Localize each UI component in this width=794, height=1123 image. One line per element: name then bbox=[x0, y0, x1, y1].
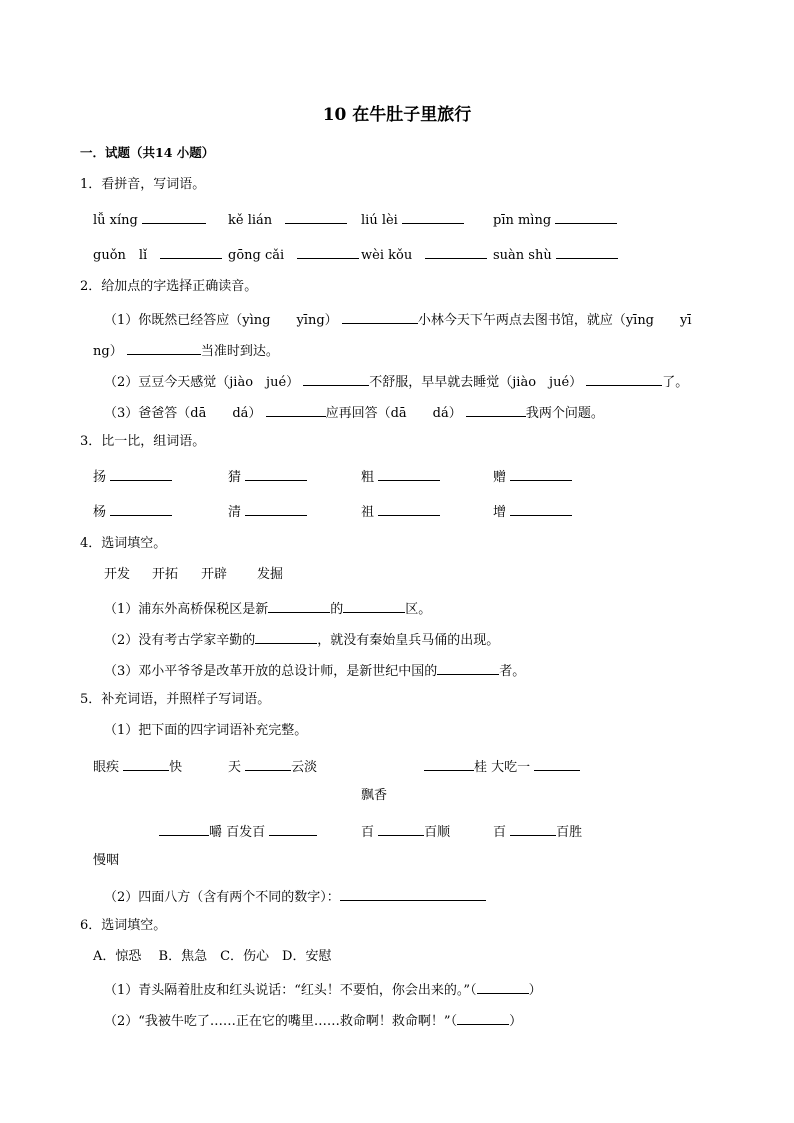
question-2-stem: 2．给加点的字选择正确读音。 bbox=[80, 279, 258, 294]
page-title: 10 在牛肚子里旅行 bbox=[322, 105, 472, 125]
question-5-stem: 5．补充词语，并照样子写词语。 bbox=[80, 692, 271, 707]
text: 者。 bbox=[499, 664, 526, 679]
question-2-line-2 bbox=[104, 371, 688, 392]
char-text: 赠 bbox=[493, 470, 507, 485]
text: 百 bbox=[493, 825, 507, 840]
question-5-part-1: （1）把下面的四字词语补充完整。 bbox=[104, 723, 308, 738]
pinyin-text: guǒn lǐ bbox=[93, 248, 148, 263]
answer-blank[interactable] bbox=[245, 501, 307, 516]
text: 眼疾 bbox=[93, 760, 120, 775]
answer-blank[interactable] bbox=[245, 466, 307, 481]
text: （1）青头隔着肚皮和红头说话：“红头！不要怕，你会出来的。”（ bbox=[104, 983, 477, 998]
pinyin-text: kě lián bbox=[228, 213, 273, 228]
choice-options: A．惊恐 B．焦急 C．伤心 D．安慰 bbox=[93, 949, 332, 964]
char-text: 增 bbox=[493, 505, 507, 520]
text: 了。 bbox=[662, 375, 689, 390]
idiom-item bbox=[228, 756, 317, 777]
text: （3）爸爸答（dā dá） bbox=[104, 406, 262, 421]
pinyin-item bbox=[93, 244, 222, 265]
question-4-line-1 bbox=[104, 598, 431, 619]
answer-blank[interactable] bbox=[378, 821, 424, 836]
question-2-line-3 bbox=[104, 402, 604, 423]
answer-blank[interactable] bbox=[160, 244, 222, 259]
answer-blank[interactable] bbox=[123, 756, 169, 771]
char-text: 杨 bbox=[93, 505, 107, 520]
idiom-item bbox=[424, 756, 580, 777]
text: （2）“我被牛吃了……正在它的嘴里……救命啊！救命啊！”（ bbox=[104, 1014, 458, 1029]
answer-blank[interactable] bbox=[343, 598, 405, 613]
text: （1）你既然已经答应（yìng yīng） bbox=[104, 313, 338, 328]
answer-blank[interactable] bbox=[303, 371, 369, 386]
answer-blank[interactable] bbox=[424, 756, 474, 771]
text: （2）四面八方（含有两个不同的数字）： bbox=[104, 890, 340, 905]
pinyin-item bbox=[228, 244, 359, 265]
word-option: 发掘 bbox=[257, 567, 284, 582]
text: （2）没有考古学家辛勤的 bbox=[104, 633, 256, 648]
answer-blank[interactable] bbox=[510, 466, 572, 481]
text: 百顺 bbox=[424, 825, 451, 840]
answer-blank[interactable] bbox=[285, 209, 347, 224]
pinyin-text: liú lèi bbox=[361, 213, 398, 228]
answer-blank[interactable] bbox=[110, 466, 172, 481]
char-text: 粗 bbox=[361, 470, 375, 485]
text: ） bbox=[528, 983, 542, 998]
text: 百 bbox=[361, 825, 375, 840]
text: 百胜 bbox=[556, 825, 583, 840]
word-option: 开发 bbox=[104, 567, 131, 582]
answer-blank[interactable] bbox=[340, 886, 486, 901]
text: （3）邓小平爷爷是改革开放的总设计师，是新世纪中国的 bbox=[104, 664, 438, 679]
question-4-line-2 bbox=[104, 629, 499, 650]
answer-blank[interactable] bbox=[342, 309, 418, 324]
char-item bbox=[361, 501, 440, 522]
pinyin-item bbox=[493, 244, 618, 265]
answer-blank[interactable] bbox=[437, 660, 499, 675]
text: 云淡 bbox=[291, 760, 318, 775]
char-item bbox=[228, 501, 307, 522]
char-item bbox=[361, 466, 440, 487]
question-6-line-2 bbox=[104, 1010, 522, 1031]
text: 嚼 百发百 bbox=[209, 825, 266, 840]
answer-blank[interactable] bbox=[477, 979, 529, 994]
char-text: 猜 bbox=[228, 470, 242, 485]
idiom-item bbox=[493, 821, 582, 842]
text: 快 bbox=[169, 760, 183, 775]
text: 我两个问题。 bbox=[525, 406, 604, 421]
text: 不舒服，早早就去睡觉（jiào jué） bbox=[369, 375, 583, 390]
word-option: 开辟 bbox=[201, 567, 228, 582]
text: 的 bbox=[330, 602, 344, 617]
answer-blank[interactable] bbox=[510, 821, 556, 836]
question-2-line-1 bbox=[104, 309, 692, 330]
char-text: 祖 bbox=[361, 505, 375, 520]
pinyin-item bbox=[493, 209, 617, 230]
text: 天 bbox=[228, 760, 242, 775]
text: （1）浦东外高桥保税区是新 bbox=[104, 602, 269, 617]
pinyin-text: lǚ xíng bbox=[93, 213, 138, 228]
char-item bbox=[93, 501, 172, 522]
answer-blank[interactable] bbox=[466, 402, 526, 417]
question-6-line-1 bbox=[104, 979, 542, 1000]
pinyin-text: pīn mìng bbox=[493, 213, 552, 228]
text: ） bbox=[509, 1014, 523, 1029]
answer-blank[interactable] bbox=[142, 209, 206, 224]
question-3-stem: 3．比一比，组词语。 bbox=[80, 434, 206, 449]
question-5-part-2 bbox=[104, 886, 486, 907]
text: 区。 bbox=[405, 602, 432, 617]
question-1-stem: 1．看拼音，写词语。 bbox=[80, 177, 206, 192]
answer-blank[interactable] bbox=[402, 209, 464, 224]
answer-blank[interactable] bbox=[425, 244, 487, 259]
word-option: 开拓 bbox=[152, 567, 179, 582]
answer-blank[interactable] bbox=[110, 501, 172, 516]
answer-blank[interactable] bbox=[556, 244, 618, 259]
text: 桂 大吃一 bbox=[474, 760, 531, 775]
answer-blank[interactable] bbox=[378, 466, 440, 481]
pinyin-text: gōng cǎi bbox=[228, 248, 285, 263]
answer-blank[interactable] bbox=[255, 629, 317, 644]
char-item bbox=[493, 466, 572, 487]
answer-blank[interactable] bbox=[457, 1010, 509, 1025]
text: ，就没有秦始皇兵马俑的出现。 bbox=[317, 633, 500, 648]
answer-blank[interactable] bbox=[534, 756, 580, 771]
pinyin-item bbox=[228, 209, 347, 230]
text: 应再回答（dā dá） bbox=[325, 406, 462, 421]
idiom-item: 慢咽 bbox=[93, 853, 120, 868]
char-text: 扬 bbox=[93, 470, 107, 485]
question-4-line-3 bbox=[104, 660, 525, 681]
idiom-item bbox=[93, 756, 182, 777]
char-item bbox=[493, 501, 572, 522]
answer-blank[interactable] bbox=[378, 501, 440, 516]
pinyin-item bbox=[93, 209, 206, 230]
idiom-item: 飘香 bbox=[361, 788, 388, 803]
char-item bbox=[93, 466, 172, 487]
answer-blank[interactable] bbox=[127, 340, 201, 355]
answer-blank[interactable] bbox=[266, 402, 326, 417]
answer-blank[interactable] bbox=[510, 501, 572, 516]
text: 小林今天下午两点去图书馆，就应（yīng yī bbox=[417, 313, 692, 328]
answer-blank[interactable] bbox=[555, 209, 617, 224]
idiom-item bbox=[159, 821, 317, 842]
pinyin-item bbox=[361, 244, 487, 265]
pinyin-text: wèi kǒu bbox=[361, 248, 413, 263]
text: （2）豆豆今天感觉（jiào jué） bbox=[104, 375, 300, 390]
question-2-line-1-cont bbox=[93, 340, 279, 361]
answer-blank[interactable] bbox=[268, 598, 330, 613]
section-heading: 一．试题（共14 小题） bbox=[80, 145, 215, 160]
char-text: 清 bbox=[228, 505, 242, 520]
question-4-stem: 4．选词填空。 bbox=[80, 536, 167, 551]
answer-blank[interactable] bbox=[269, 821, 317, 836]
answer-blank[interactable] bbox=[586, 371, 662, 386]
answer-blank[interactable] bbox=[297, 244, 359, 259]
text: 当准时到达。 bbox=[200, 344, 279, 359]
pinyin-item bbox=[361, 209, 464, 230]
idiom-item bbox=[361, 821, 450, 842]
text: ng） bbox=[93, 344, 123, 359]
answer-blank[interactable] bbox=[245, 756, 291, 771]
char-item bbox=[228, 466, 307, 487]
answer-blank[interactable] bbox=[159, 821, 209, 836]
pinyin-text: suàn shù bbox=[493, 248, 552, 263]
question-6-stem: 6．选词填空。 bbox=[80, 918, 167, 933]
